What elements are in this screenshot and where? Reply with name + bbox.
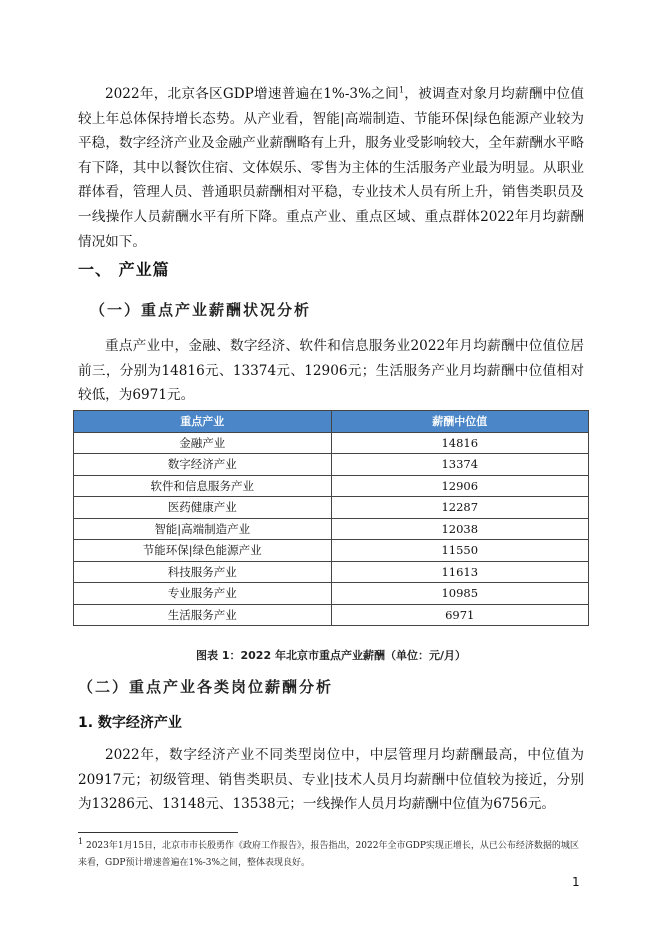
salary-cell: 10985 [331, 583, 589, 605]
industry-cell: 生活服务产业 [74, 604, 332, 626]
industry-cell: 数字经济产业 [74, 454, 332, 476]
table-header-row [74, 411, 589, 433]
salary-cell: 14816 [331, 432, 589, 454]
industry-cell: 节能环保|绿色能源产业 [74, 540, 332, 562]
footnote-text: 2023年1月15日，北京市市长殷勇作《政府工作报告》，报告指出，2022年全市GDP实现正增长，从已公布经济数据的城区来看，GDP预计增速普遍在1%-3%之间，整体表现良好。 [78, 841, 579, 868]
page-number: 1 [572, 875, 580, 889]
footnote-divider [78, 832, 238, 833]
table-row [74, 497, 589, 519]
footnote-ref[interactable]: 1 [398, 85, 405, 95]
key-industry-paragraph: 重点产业中，金融、数字经济、软件和信息服务业2022年月均薪酬中位值位居前三，分别为14816元、13374元、12906元；生活服务产业月均薪酬中位值相对较低，为6971元。 [78, 338, 584, 404]
subsection-title-key-industry: （一）重点产业薪酬状况分析 [90, 301, 312, 319]
table-row [74, 540, 589, 562]
table-caption: 图表 1：2022 年北京市重点产业薪酬（单位：元/月） [196, 649, 466, 662]
salary-cell: 11613 [331, 561, 589, 583]
digital-economy-paragraph: 2022年，数字经济产业不同类型岗位中，中层管理月均薪酬最高，中位值为20917元；初级管理、销售类职员、专业|技术人员月均薪酬中位值较为接近，分别为13286元、13148元、13538元；一线操作人员月均薪酬中位值为6756元。 [78, 747, 584, 813]
salary-cell: 12906 [331, 475, 589, 497]
table-row [74, 518, 589, 540]
salary-cell: 12038 [331, 518, 589, 540]
industry-cell: 金融产业 [74, 432, 332, 454]
industry-cell: 专业服务产业 [74, 583, 332, 605]
footnote-mark: 1 [78, 837, 84, 846]
header-industry: 重点产业 [74, 411, 332, 433]
salary-cell: 13374 [331, 454, 589, 476]
table-row [74, 604, 589, 626]
table-row [74, 561, 589, 583]
footnote [78, 838, 584, 872]
industry-salary-table [73, 410, 589, 626]
table-row [74, 432, 589, 454]
industry-cell: 软件和信息服务产业 [74, 475, 332, 497]
table-row [74, 454, 589, 476]
header-median-salary: 薪酬中位值 [331, 411, 589, 433]
salary-cell: 11550 [331, 540, 589, 562]
salary-cell: 12287 [331, 497, 589, 519]
intro-text-a: 2022年，北京各区GDP增速普遍在1%-3%之间 [105, 86, 399, 102]
industry-cell: 医药健康产业 [74, 497, 332, 519]
industry-cell: 科技服务产业 [74, 561, 332, 583]
intro-text-b: ，被调查对象月均薪酬中位值较上年总体保持增长态势。从产业看，智能|高端制造、节能环保|绿色能源产业较为平稳，数字经济产业及金融产业薪酬略有上升，服务业受影响较大，全年薪酬水平略有下降，其中以餐饮住宿、文体娱乐、零售为主体的生活服务产业最为明显。从职业群体看，管理人员、普通职员薪酬相对平稳，专业技术人员有所上升，销售类职员及一线操作人员薪酬水平有所下降。重点产业、重点区域、重点群体2022年月均薪酬情况如下。 [78, 86, 584, 250]
subsection-title-job-salary: （二）重点产业各类岗位薪酬分析 [78, 678, 334, 696]
intro-paragraph [78, 82, 584, 254]
heading-digital-economy: 1. 数字经济产业 [78, 715, 182, 731]
section-title-industry: 一、 产业篇 [78, 260, 170, 279]
table-row [74, 583, 589, 605]
industry-cell: 智能|高端制造产业 [74, 518, 332, 540]
salary-cell: 6971 [331, 604, 589, 626]
table-row [74, 475, 589, 497]
